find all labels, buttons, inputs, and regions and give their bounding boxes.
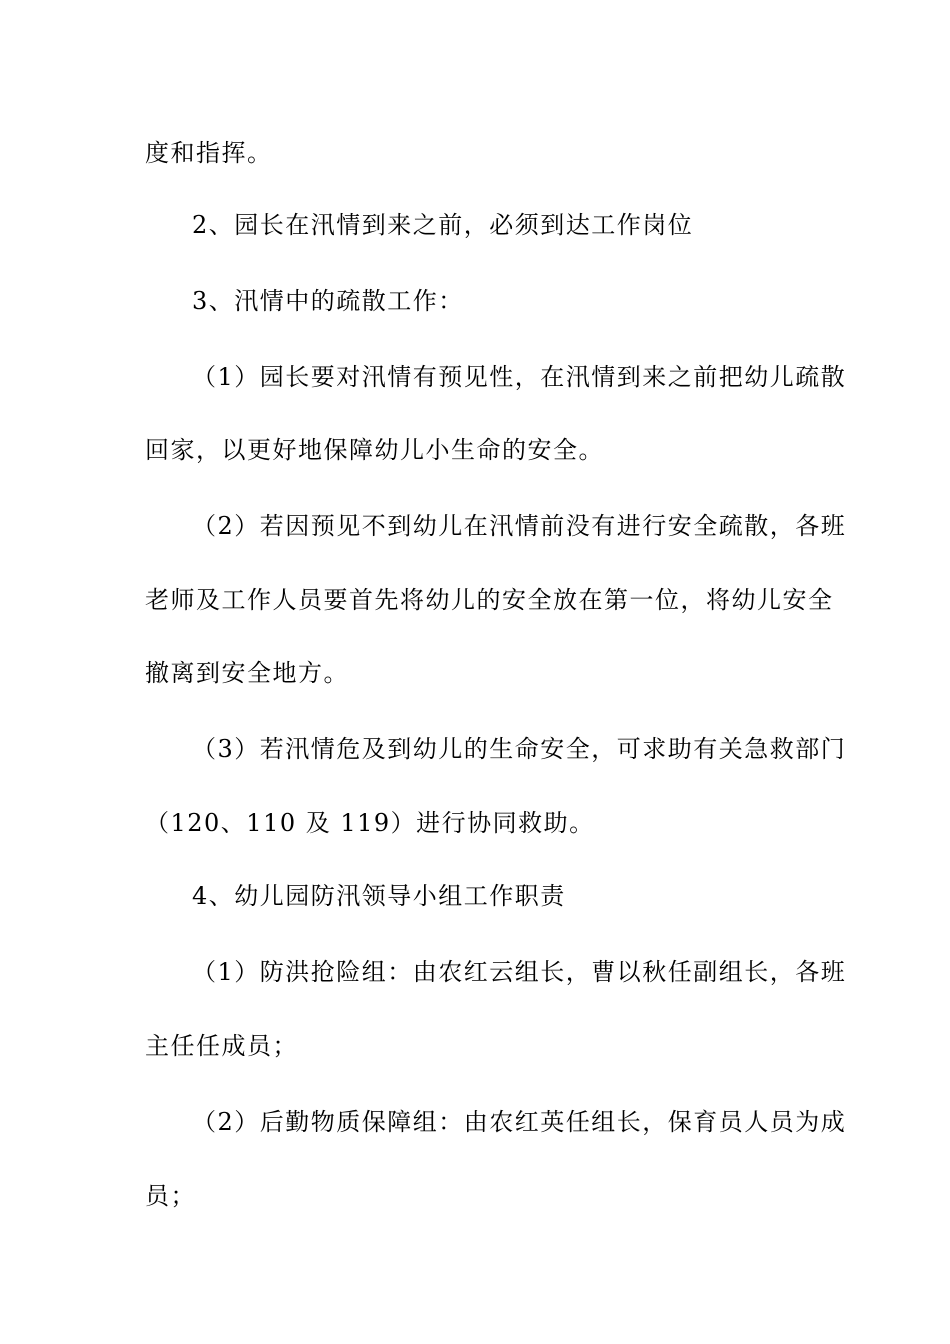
text-line: 员； [145, 1182, 196, 1210]
text-line: 2、园长在汛情到来之前，必须到达工作岗位 [192, 211, 694, 239]
text-line: （2）若因预见不到幼儿在汛情前没有进行安全疏散，各班 [192, 512, 847, 540]
text-line: 主任任成员； [145, 1032, 298, 1060]
text-line: 回家，以更好地保障幼儿小生命的安全。 [145, 436, 604, 464]
text-line: （120、110 及 119）进行协同救助。 [145, 809, 595, 837]
text-line: （3）若汛情危及到幼儿的生命安全，可求助有关急救部门 [192, 735, 847, 763]
text-line: （1）防洪抢险组：由农红云组长，曹以秋任副组长，各班 [192, 958, 847, 986]
text-line: 撤离到安全地方。 [145, 659, 349, 687]
text-line: 3、汛情中的疏散工作： [192, 287, 464, 315]
text-line: 度和指挥。 [145, 139, 273, 167]
text-line: 老师及工作人员要首先将幼儿的安全放在第一位，将幼儿安全 [145, 586, 834, 614]
text-line: （1）园长要对汛情有预见性，在汛情到来之前把幼儿疏散 [192, 363, 847, 391]
text-line: 4、幼儿园防汛领导小组工作职责 [192, 882, 566, 910]
text-line: （2）后勤物质保障组：由农红英任组长，保育员人员为成 [192, 1108, 847, 1136]
